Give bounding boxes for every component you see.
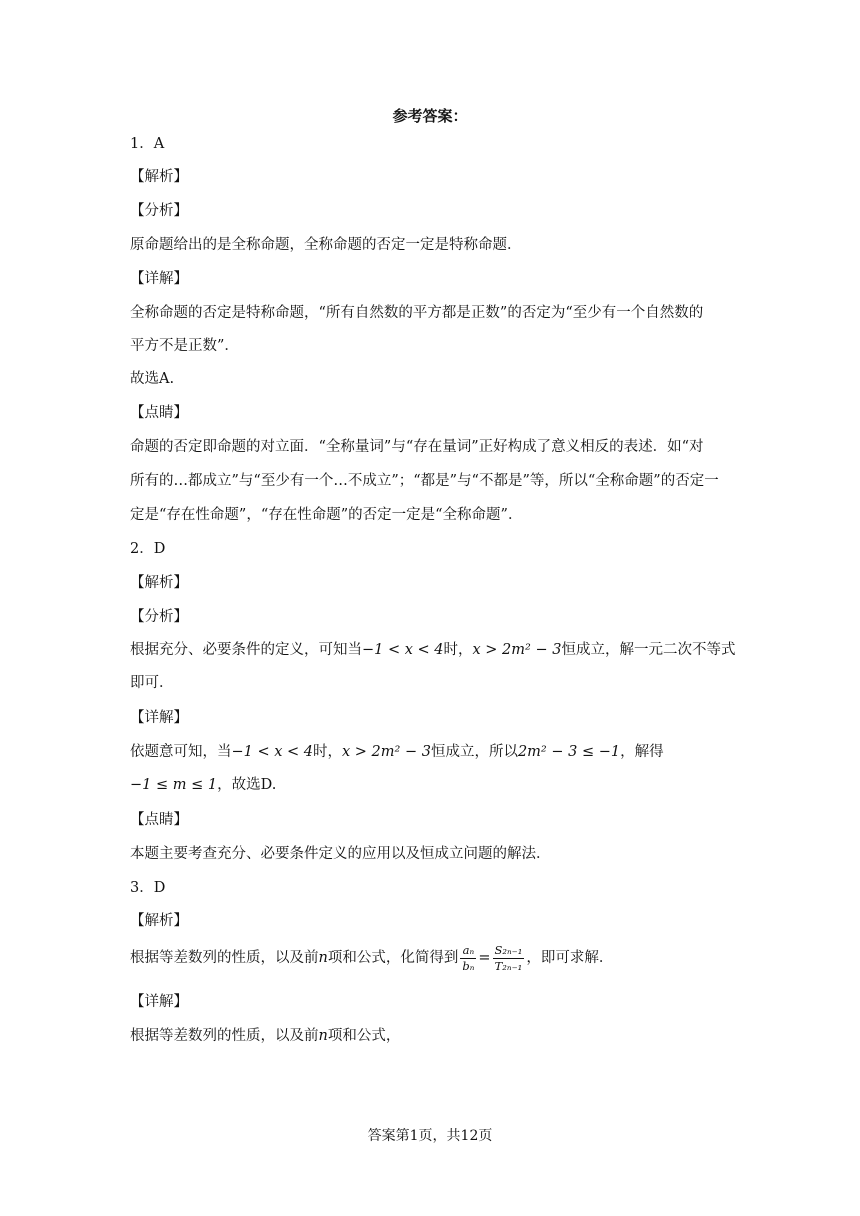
q1-xiangjie-label: 【详解】: [130, 271, 188, 287]
q2-jiexi-label: 【解析】: [130, 575, 188, 591]
q3-jiexi-label: 【解析】: [130, 913, 188, 929]
q3-jiexi-text-c: ，即可求解．: [526, 950, 614, 966]
page-footer: 答案第1页，共12页: [367, 1128, 493, 1144]
q2-xiangjie-text-d: ，解得: [620, 744, 664, 760]
q3-fraction-left-numerator: aₙ: [460, 944, 476, 959]
q3-xiangjie-line: [130, 1026, 400, 1046]
q2-dianjing-label: 【点睛】: [130, 812, 188, 828]
q2-xiangjie-line-1: [130, 742, 664, 762]
q2-math-condition: 2m² − 3 ≤ −1: [517, 744, 621, 760]
q1-dianjing-label: 【点睛】: [130, 405, 188, 421]
q2-xiangjie-line-2: [130, 775, 276, 795]
q3-xiangjie-label: 【详解】: [130, 994, 188, 1010]
q1-xiangjie-line-1: 全称命题的否定是特称命题，“所有自然数的平方都是正数”的否定为“至少有一个自然数的: [130, 305, 704, 321]
q2-xiangjie-math-inequality: x > 2m² − 3: [342, 744, 431, 760]
q2-fenxi-text-c: 恒成立，解一元二次不等式: [561, 642, 736, 658]
q2-math-result: −1 ≤ m ≤ 1: [130, 777, 218, 793]
q2-fenxi-line-2: 即可．: [130, 675, 174, 691]
q2-fenxi-text-b: 时，: [443, 642, 473, 658]
q1-jiexi-label: 【解析】: [130, 169, 188, 185]
q2-xiangjie-text-a: 依题意可知，当: [130, 744, 232, 760]
q3-xiangjie-text-b: 项和公式，: [327, 1028, 401, 1044]
q1-dianjing-line-2: 所有的…都成立”与“至少有一个…不成立”；“都是”与“不都是”等，所以“全称命题”的否定一: [130, 473, 719, 489]
q1-dianjing-line-3: 定是“存在性命题”，“存在性命题”的否定一定是“全称命题”．: [130, 507, 523, 523]
q3-xiangjie-text-a: 根据等差数列的性质，以及前: [130, 1028, 319, 1044]
q3-jiexi-text-b: 项和公式，化简得到: [327, 950, 459, 966]
q2-fenxi-text-a: 根据充分、必要条件的定义，可知当: [130, 642, 362, 658]
q3-jiexi-line: [130, 938, 613, 978]
q3-fraction-right-numerator: S₂ₙ₋₁: [494, 942, 523, 957]
q2-xiangjie-text-c: 恒成立，所以: [430, 744, 518, 760]
q1-dianjing-line-1: 命题的否定即命题的对立面．“全称量词”与“存在量词”正好构成了意义相反的表述．如“对: [130, 439, 704, 455]
q3-jiexi-text-a: 根据等差数列的性质，以及前: [130, 950, 319, 966]
q2-header: 2．D: [130, 541, 166, 557]
q1-header: 1．A: [130, 136, 165, 152]
q1-fenxi-label: 【分析】: [130, 203, 188, 219]
q2-fenxi-line-1: [130, 640, 735, 660]
q3-xiangjie-n-symbol: n: [318, 1028, 328, 1044]
page-title: 参考答案：: [392, 107, 468, 125]
q3-equals-sign: =: [478, 950, 491, 966]
q2-answer-choice: ，故选D.: [217, 777, 277, 793]
q1-xiangjie-line-2: 平方不是正数”．: [130, 338, 239, 354]
q1-answer-choice: 故选A.: [130, 371, 175, 387]
q2-fenxi-label: 【分析】: [130, 609, 188, 625]
q3-n-symbol: n: [318, 950, 328, 966]
q2-math-interval: −1 < x < 4: [362, 642, 444, 658]
q1-fenxi-text: 原命题给出的是全称命题，全称命题的否定一定是特称命题．: [130, 237, 522, 253]
q3-fraction-left-denominator: bₙ: [462, 958, 475, 973]
q2-math-inequality: x > 2m² − 3: [472, 642, 562, 658]
q2-xiangjie-label: 【详解】: [130, 710, 188, 726]
q3-header: 3．D: [130, 880, 166, 896]
q2-xiangjie-math-interval: −1 < x < 4: [231, 744, 314, 760]
q3-fraction-left: [460, 944, 476, 973]
q2-xiangjie-text-b: 时，: [313, 744, 343, 760]
q3-fraction-right-denominator: T₂ₙ₋₁: [494, 958, 523, 973]
q3-fraction-right: [493, 944, 525, 973]
q2-dianjing-text: 本题主要考查充分、必要条件定义的应用以及恒成立问题的解法．: [130, 846, 551, 862]
